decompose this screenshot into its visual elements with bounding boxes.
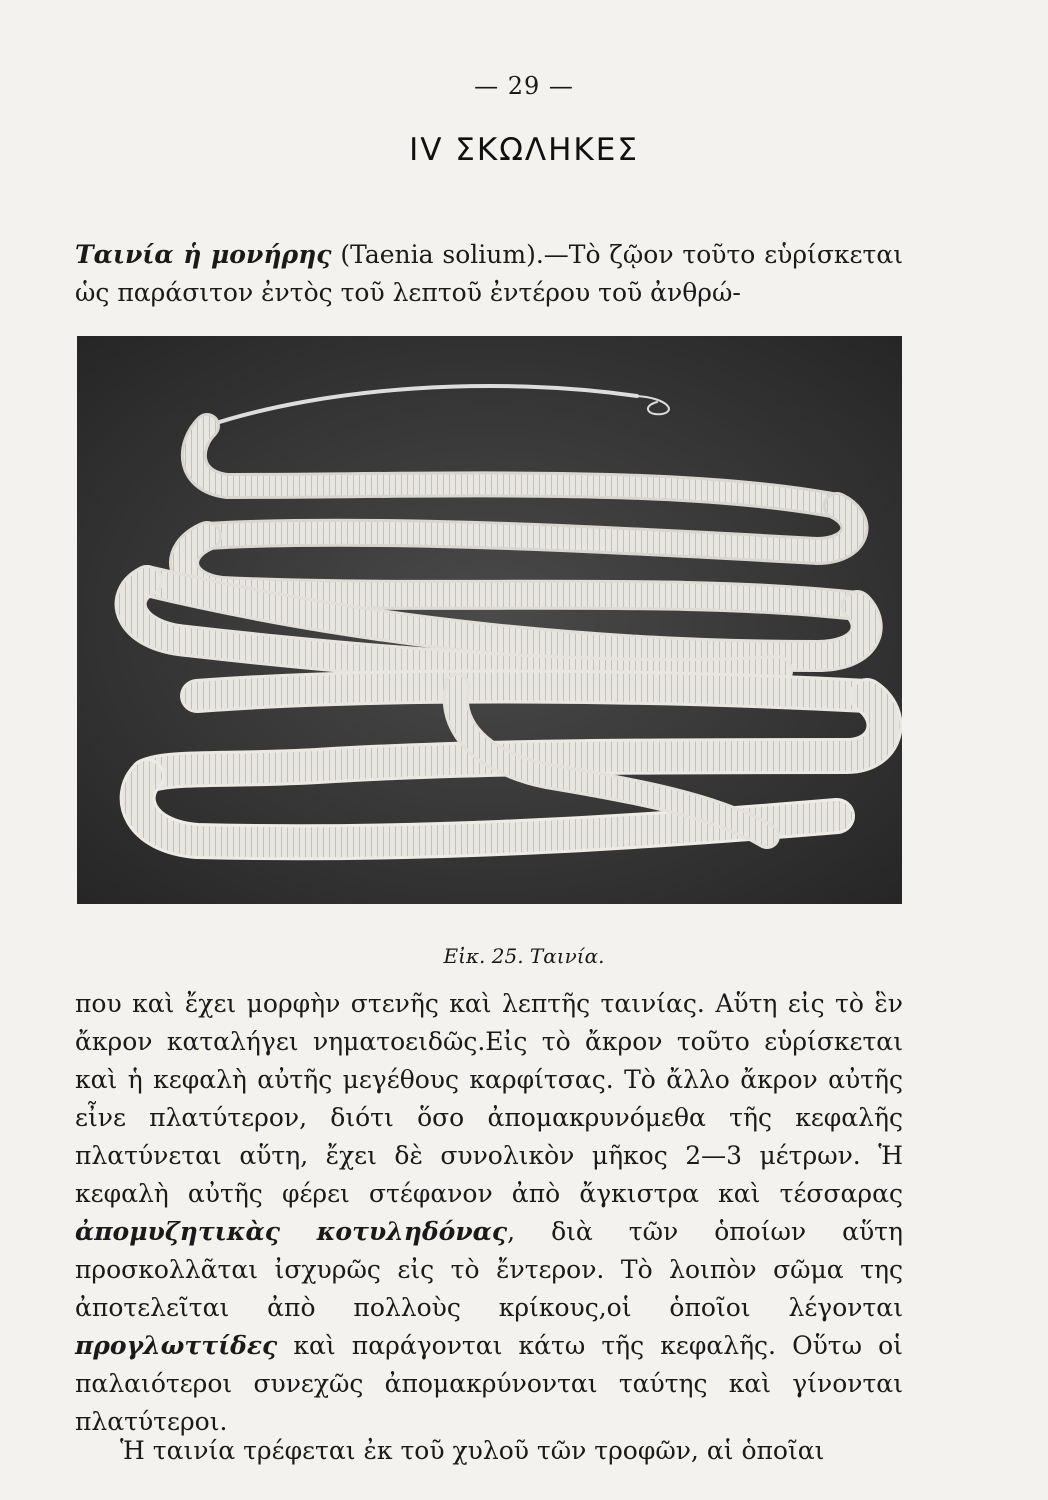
body-text-1: που καὶ ἔχει μορφὴν στενῆς καὶ λεπτῆς ταινίας. Αὕτη εἰς τὸ ἓν ἄκρον καταλήγει νηματοειδῶς.Εἰς τὸ ἄκρον τοῦτο εὑρίσκεται καὶ ἡ κεφαλὴ αὐτῆς μεγέθους καρφίτσας. Τὸ ἄλλο ἄκρον αὐτῆς εἶνε πλατύτερον, διότι ὅσο ἀπομακρυνόμεθα τῆς κεφαλῆς πλατύνεται αὕτη, ἔχει δὲ συνολικὸν μῆκος 2—3 μέτρων. Ἡ κεφαλὴ αὐτῆς φέρει στέφανον ἀπὸ ἄγκιστρα καὶ τέσσαρας [75, 989, 903, 1208]
body-text-2: , διὰ τῶν ὁποίων αὕτη προσκολλᾶται ἰσχυρῶς εἰς τὸ ἔντερον. Τὸ λοιπὸν σῶμα της ἀποτελεῖται ἀπὸ πολλοὺς κρίκους,οἱ ὁποῖοι λέγονται [75, 1217, 903, 1322]
body-text-4: Ἡ ταινία τρέφεται ἐκ τοῦ χυλοῦ τῶν τροφῶν, αἱ ὁποῖαι [120, 1436, 825, 1465]
body-text-3: καὶ παράγονται κάτω τῆς κεφαλῆς. Οὕτω οἱ παλαιότεροι συνεχῶς ἀπομακρύνονται ταύτης καὶ γίνονται πλατύτεροι. [75, 1331, 903, 1436]
body-paragraph [75, 985, 903, 1441]
intro-text: (Taenia solium).—Τὸ ζῷον τοῦτο εὑρίσκεται ὡς παράσιτον ἐντὸς τοῦ λεπτοῦ ἐντέρου τοῦ ἀνθρώ- [75, 240, 903, 307]
term-proglottids: προγλωττίδες [75, 1331, 278, 1360]
body-paragraph-2 [75, 1432, 903, 1470]
intro-term: Ταινία ἡ μονήρης [75, 240, 332, 269]
tapeworm-photo [77, 336, 902, 904]
chapter-title: IV ΣΚΩΛΗΚΕΣ [409, 132, 639, 168]
intro-paragraph [75, 236, 903, 312]
term-suckers: ἀπομυζητικὰς κοτυληδόνας [75, 1217, 508, 1246]
tapeworm-illustration [77, 336, 902, 904]
figure-caption: Εἰκ. 25. Ταινία. [443, 944, 605, 968]
page-number: — 29 — [474, 72, 574, 100]
